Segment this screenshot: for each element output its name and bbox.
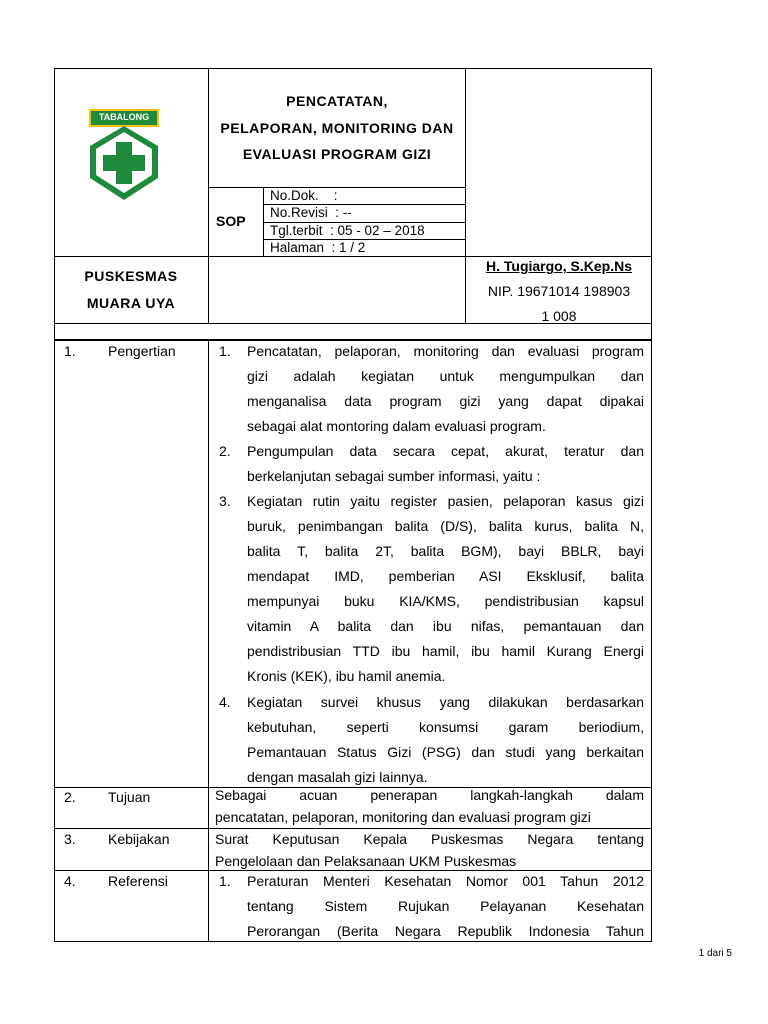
signer-name: H. Tugiargo, S.Kep.Ns <box>486 258 632 274</box>
page-count: Halaman : 1 / 2 <box>270 240 366 255</box>
section-label-pengertian: Pengertian <box>108 343 176 359</box>
doc-title-line-1: PENCATATAN, <box>286 93 388 109</box>
pengertian-item-3-number: 3. <box>219 493 231 509</box>
kebijakan-text: Surat Keputusan Kepala Puskesmas Negara tentang Pengelolaan dan Pelaksanaan UKM Puskesmas <box>215 831 644 869</box>
section-number-4: 4. <box>64 873 76 889</box>
section-number-1: 1. <box>64 343 76 359</box>
tujuan-text: Sebagai acuan penerapan langkah-langkah dalam pencatatan, pelaporan, monitoring dan evaluasi program gizi <box>215 787 644 825</box>
section-label-tujuan: Tujuan <box>108 789 151 805</box>
section-label-kebijakan: Kebijakan <box>108 831 170 847</box>
signer-nip-line-1: NIP. 19671014 198903 <box>487 283 631 299</box>
pengertian-item-2: Pengumpulan data secara cepat, akurat, teratur dan berkelanjutan sebagai sumber informasi, yaitu : <box>247 443 644 484</box>
section-label-referensi: Referensi <box>108 873 168 889</box>
referensi-item-1: Peraturan Menteri Kesehatan Nomor 001 Tahun 2012 tentang Sistem Rujukan Pelayanan Kesehatan Perorangan (Berita Negara Republik Indonesia Tahun <box>247 873 644 939</box>
referensi-item-1-number: 1. <box>219 873 231 889</box>
pengertian-item-3: Kegiatan rutin yaitu register pasien, pelaporan kasus gizi buruk, penimbangan balita (D/S), balita kurus, balita N, balita T, balita 2T, balita BGM), bayi BBLR, bayi mendapat IMD, pemberian ASI Eksklusif, balita mempunyai buku KIA/KMS, pendistribusian kapsul vitamin A balita dan ibu nifas, pemantauan dan pendistribusian TTD ibu hamil, ibu hamil Kurang Energi Kronis (KEK), ibu hamil anemia. <box>247 493 644 684</box>
pengertian-item-4-number: 4. <box>219 694 231 710</box>
pengertian-item-1: Pencatatan, pelaporan, monitoring dan evaluasi program gizi adalah kegiatan untuk mengumpulkan dan menganalisa data program gizi yang dapat dipakai sebagai alat montoring dalam evaluasi program. <box>247 343 644 434</box>
logo-text: TABALONG <box>98 112 150 122</box>
doc-number: No.Dok. : <box>270 188 338 203</box>
tabalong-logo <box>86 108 162 202</box>
separator-row <box>54 324 652 340</box>
org-name-line-1: PUSKESMAS <box>84 268 178 284</box>
pengertian-item-2-number: 2. <box>219 443 231 459</box>
pengertian-item-4: Kegiatan survei khusus yang dilakukan berdasarkan kebutuhan, seperti konsumsi garam beriodium, Pemantauan Status Gizi (PSG) dan studi yang berkaitan dengan masalah gizi lainnya. <box>247 694 644 785</box>
sop-label: SOP <box>216 213 246 229</box>
page-number: 1 dari 5 <box>698 948 732 959</box>
issue-date: Tgl.terbit : 05 - 02 – 2018 <box>270 223 425 238</box>
revision-number: No.Revisi : -- <box>270 205 352 220</box>
section-number-3: 3. <box>64 831 76 847</box>
org-name-line-2: MUARA UYA <box>86 295 176 311</box>
section-number-2: 2. <box>64 789 76 805</box>
doc-title-line-2: PELAPORAN, MONITORING DAN <box>220 120 454 136</box>
signer-nip-line-2: 1 008 <box>541 308 577 324</box>
doc-title-line-3: EVALUASI PROGRAM GIZI <box>242 146 432 162</box>
pengertian-item-1-number: 1. <box>219 343 231 359</box>
